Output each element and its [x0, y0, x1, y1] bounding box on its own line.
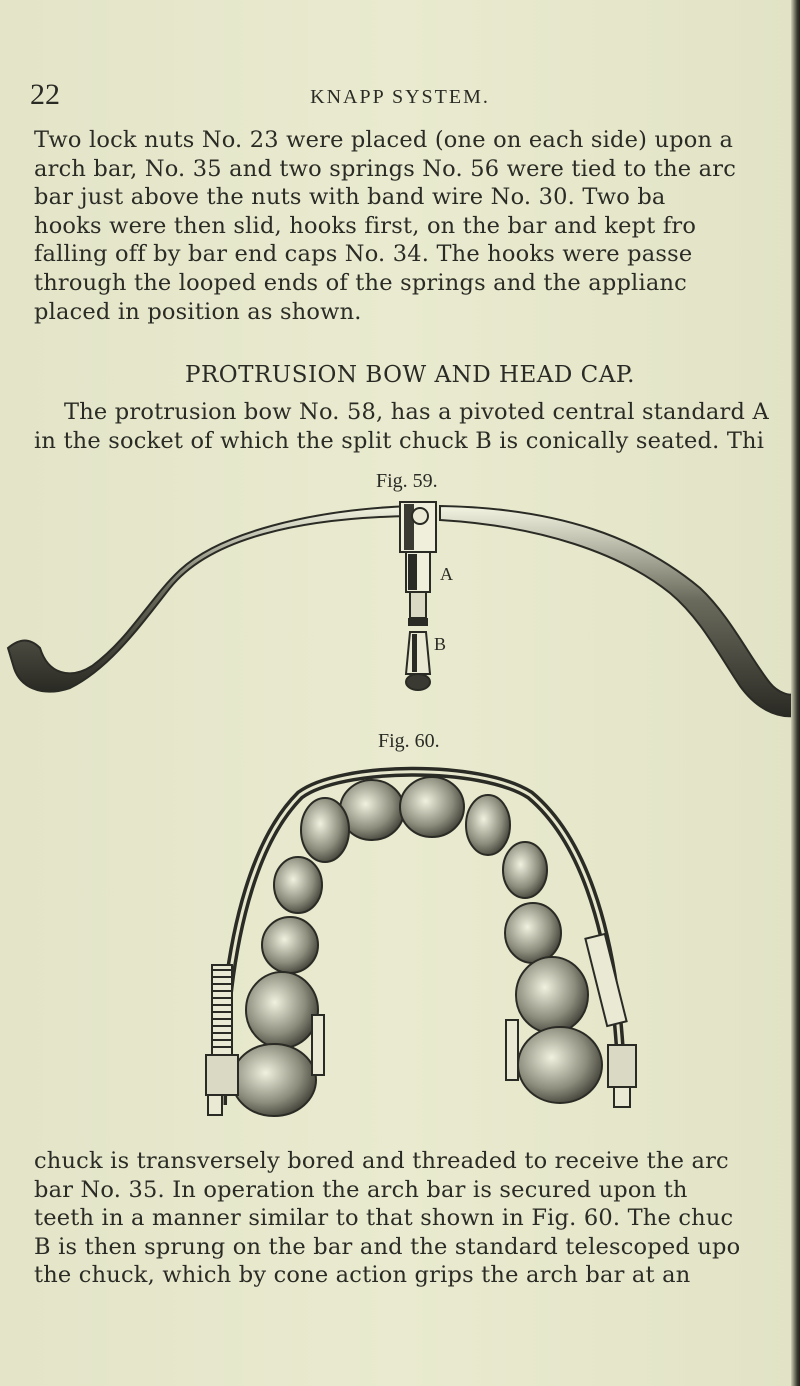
text-line: teeth in a manner similar to that shown in Fig. 60. The chuc — [34, 1205, 734, 1232]
bar-end-cap-right — [614, 1087, 630, 1107]
tooth — [503, 842, 547, 898]
lock-nut-left — [206, 1055, 238, 1095]
text-line: chuck is transversely bored and threaded to receive the arc — [34, 1148, 729, 1174]
split-chuck-b — [406, 632, 430, 674]
running-head: KNAPP SYSTEM. — [310, 86, 490, 108]
text-line: falling off by bar end caps No. 34. The hooks were passe — [34, 241, 693, 268]
page-binding-edge — [791, 0, 800, 1386]
text-line: bar No. 35. In operation the arch bar is secured upon th — [34, 1176, 688, 1203]
tooth — [246, 972, 318, 1048]
spring-left — [212, 965, 232, 1055]
text-line: in the socket of which the split chuck B is conically seated. Thi — [34, 427, 765, 454]
text-line: The protrusion bow No. 58, has a pivoted central standard A — [64, 399, 769, 425]
text-line: arch bar, No. 35 and two springs No. 56 were tied to the arc — [34, 155, 737, 182]
text-line: through the looped ends of the springs and the applianc — [34, 269, 687, 296]
paragraph-lock-nuts — [34, 126, 800, 326]
text-line: bar just above the nuts with band wire No. 30. Two ba — [34, 184, 666, 211]
figure-59-protrusion-bow — [0, 498, 800, 718]
paragraph-chuck — [34, 1147, 800, 1290]
text-line: hooks were then slid, hooks first, on the bar and kept fro — [34, 212, 697, 239]
page-header — [30, 78, 770, 114]
lock-nut-right — [608, 1045, 636, 1087]
section-heading: PROTRUSION BOW AND HEAD CAP. — [185, 362, 635, 388]
paragraph-protrusion-bow — [34, 398, 800, 455]
tooth — [505, 903, 561, 963]
bow-right-arm — [440, 506, 794, 716]
label-b: B — [434, 634, 447, 654]
tooth — [518, 1027, 602, 1103]
label-a: A — [440, 564, 453, 584]
spring-right — [585, 934, 626, 1026]
figure-59-caption: Fig. 59. — [376, 470, 438, 492]
tooth — [466, 795, 510, 855]
text-line: Two lock nuts No. 23 were placed (one on each side) upon a — [34, 127, 734, 153]
text-line: the chuck, which by cone action grips the arch bar at an — [34, 1262, 691, 1289]
hook-left — [312, 1015, 324, 1075]
tooth — [400, 777, 464, 837]
figure-60-dental-arch — [0, 755, 800, 1135]
tooth — [232, 1044, 316, 1116]
tooth — [516, 957, 588, 1033]
tooth — [301, 798, 349, 862]
bar-end-cap-left — [208, 1095, 222, 1115]
text-line: placed in position as shown. — [34, 298, 362, 325]
text-line: B is then sprung on the bar and the standard telescoped upo — [34, 1233, 741, 1260]
page-number: 22 — [30, 78, 60, 111]
hook-right — [506, 1020, 518, 1080]
tooth — [274, 857, 322, 913]
figure-60-caption: Fig. 60. — [378, 730, 440, 752]
tooth — [262, 917, 318, 973]
bow-left-arm — [8, 506, 410, 692]
